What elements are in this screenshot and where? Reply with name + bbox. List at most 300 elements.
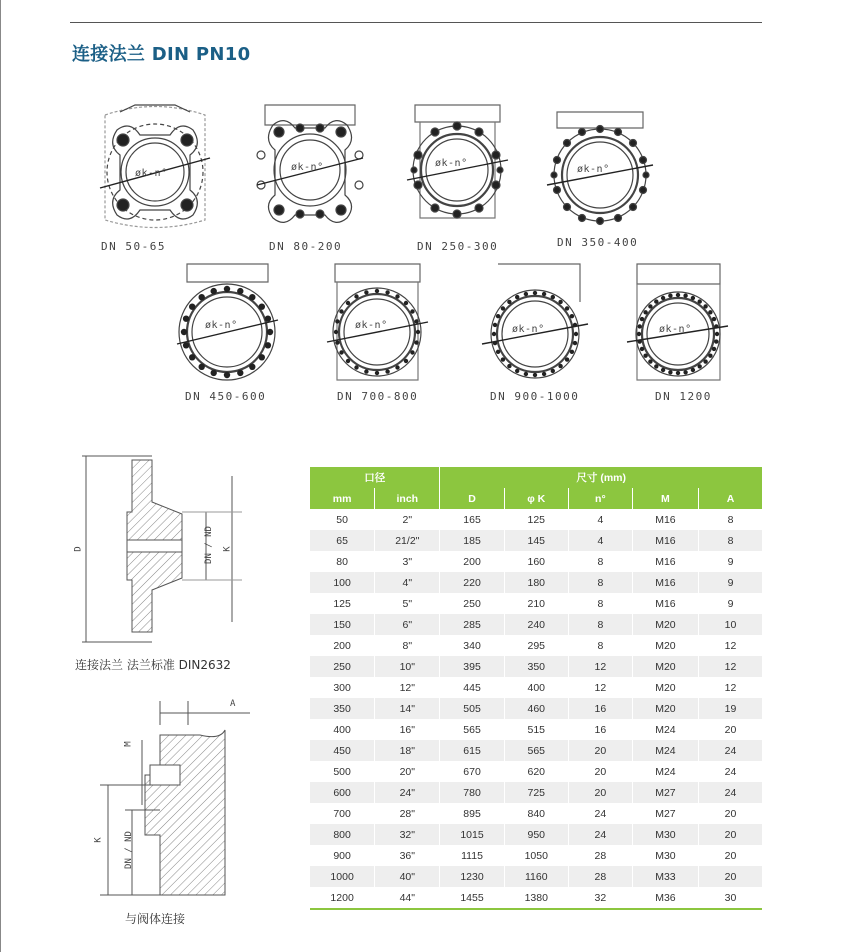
bolt-hole — [558, 364, 562, 368]
table-cell: 24 — [698, 740, 762, 761]
flange-caption: 连接法兰 法兰标准 DIN2632 — [75, 658, 231, 672]
table-cell: 9 — [698, 551, 762, 572]
table-cell: 400 — [310, 719, 375, 740]
pcd-mark: øk-n° — [659, 324, 692, 335]
bolt-hole — [638, 339, 642, 343]
bolt-hole — [339, 350, 343, 354]
flange-section-drawing — [72, 452, 247, 651]
table-cell: 20 — [698, 719, 762, 740]
table-cell: 44" — [375, 887, 440, 909]
table-cell: 12 — [698, 635, 762, 656]
bolt-hole — [265, 316, 271, 322]
valve-body-caption: 与阀体连接 — [125, 912, 186, 926]
table-cell: 20 — [568, 740, 632, 761]
bolt-hole — [211, 370, 217, 376]
bolt-hole — [189, 354, 195, 360]
table-cell: 20 — [698, 845, 762, 866]
bolt-hole — [640, 317, 644, 321]
table-cell: 185 — [440, 530, 504, 551]
bolt-hole — [683, 370, 687, 374]
bolt-hole — [183, 342, 189, 348]
bolt-hole — [237, 288, 243, 294]
flange-spec-table — [310, 467, 762, 910]
page-title: 连接法兰 DIN PN10 — [72, 44, 251, 65]
table-cell: 20 — [698, 824, 762, 845]
table-cell: 670 — [440, 761, 504, 782]
table-cell: 19 — [698, 698, 762, 719]
bolt-hole — [249, 294, 255, 300]
table-cell: 8 — [698, 530, 762, 551]
bolt-hole — [565, 306, 569, 310]
bolt-hole — [189, 304, 195, 310]
table-cell: 20 — [698, 803, 762, 824]
table-cell: 20 — [698, 866, 762, 887]
bolt-hole — [668, 294, 672, 298]
column-header: n° — [568, 488, 632, 509]
drawing-label: DN 700-800 — [337, 390, 419, 403]
bolt-hole — [224, 286, 230, 292]
drawing-label: DN 80-200 — [269, 240, 343, 253]
flange-drawing-dn700-800 — [325, 262, 430, 403]
table-row — [310, 698, 762, 719]
table-cell: 1455 — [440, 887, 504, 909]
table-cell: 12 — [698, 656, 762, 677]
bolt-hole — [638, 324, 642, 328]
table-cell: 1380 — [504, 887, 568, 909]
top-rule — [70, 22, 762, 23]
bolt-hole — [654, 299, 658, 303]
bolt-hole — [249, 364, 255, 370]
table-cell: 615 — [440, 740, 504, 761]
table-cell: 250 — [310, 656, 375, 677]
table-cell: 1115 — [440, 845, 504, 866]
bolt-hole — [668, 370, 672, 374]
bolt-hole — [640, 347, 644, 351]
table-cell: 505 — [440, 698, 504, 719]
table-cell: 12" — [375, 677, 440, 698]
table-cell: M16 — [632, 593, 698, 614]
drawing-label: DN 350-400 — [557, 236, 639, 249]
table-cell: 12 — [568, 656, 632, 677]
bolt-hole — [570, 350, 574, 354]
table-cell: 145 — [504, 530, 568, 551]
bolt-hole — [404, 359, 408, 363]
pcd-mark: øk-n° — [291, 162, 324, 173]
table-cell: 24 — [568, 803, 632, 824]
column-header: inch — [375, 488, 440, 509]
bolt-hole — [211, 288, 217, 294]
table-cell: M16 — [632, 509, 698, 530]
dimension-a-mark: A — [230, 699, 236, 709]
bolt-hole — [375, 289, 379, 293]
dimension-k-mark: K — [222, 546, 233, 552]
bolt-hole — [267, 329, 273, 335]
bolt-hole — [542, 292, 546, 296]
table-cell: 2" — [375, 509, 440, 530]
pcd-mark: øk-n° — [435, 158, 468, 169]
bolt-hole — [515, 369, 519, 373]
table-cell: 165 — [440, 509, 504, 530]
table-cell: 14" — [375, 698, 440, 719]
drawing-label: DN 250-300 — [417, 240, 499, 253]
table-row — [310, 887, 762, 909]
bolt-hole — [715, 332, 719, 336]
table-cell: 3" — [375, 551, 440, 572]
table-cell: 400 — [504, 677, 568, 698]
table-row — [310, 782, 762, 803]
table-cell: 350 — [504, 656, 568, 677]
table-cell: 16 — [568, 719, 632, 740]
table-cell: 1050 — [504, 845, 568, 866]
bolt-hole — [181, 329, 187, 335]
bolt-hole — [573, 323, 577, 327]
table-cell: 950 — [504, 824, 568, 845]
table-cell: 300 — [310, 677, 375, 698]
table-cell: 250 — [440, 593, 504, 614]
bolt-hole — [515, 295, 519, 299]
bolt-hole — [661, 368, 665, 372]
pcd-mark: øk-n° — [577, 164, 610, 175]
table-cell: 200 — [440, 551, 504, 572]
table-cell: 32" — [375, 824, 440, 845]
table-cell: 8 — [568, 551, 632, 572]
table-cell: 10 — [698, 614, 762, 635]
table-cell: 620 — [504, 761, 568, 782]
pcd-mark: øk-n° — [205, 320, 238, 331]
bolt-hole — [410, 350, 414, 354]
bolt-hole — [507, 364, 511, 368]
table-cell: 565 — [440, 719, 504, 740]
bolt-hole — [354, 365, 358, 369]
table-cell: 18" — [375, 740, 440, 761]
bolt-hole — [558, 300, 562, 304]
dimension-d-mark: D — [73, 546, 84, 552]
dimension-dn-mark: DN / ND — [203, 526, 214, 564]
table-row — [310, 761, 762, 782]
table-row — [310, 803, 762, 824]
table-cell: 8 — [568, 572, 632, 593]
table-cell: 150 — [310, 614, 375, 635]
table-cell: 200 — [310, 635, 375, 656]
table-row — [310, 614, 762, 635]
table-cell: M30 — [632, 824, 698, 845]
drawing-label: DN 450-600 — [185, 390, 267, 403]
valve-body-connection-drawing — [90, 695, 260, 909]
header-dimensions: 尺寸 (mm) — [440, 467, 762, 488]
bolt-hole — [364, 290, 368, 294]
table-cell: 285 — [440, 614, 504, 635]
table-row — [310, 656, 762, 677]
table-row — [310, 572, 762, 593]
bolt-hole — [237, 370, 243, 376]
bolt-hole — [375, 371, 379, 375]
bolt-hole — [493, 341, 497, 345]
bolt-hole — [183, 316, 189, 322]
bolt-hole — [691, 368, 695, 372]
bolt-hole — [493, 323, 497, 327]
column-header: mm — [310, 488, 375, 509]
table-row — [310, 866, 762, 887]
table-cell: M16 — [632, 530, 698, 551]
table-cell: 40" — [375, 866, 440, 887]
bolt-hole — [385, 369, 389, 373]
dimension-k-mark: K — [93, 837, 104, 843]
bolt-hole — [414, 319, 418, 323]
bolt-hole — [648, 359, 652, 363]
table-cell: 460 — [504, 698, 568, 719]
table-row — [310, 509, 762, 530]
column-header: φ K — [504, 488, 568, 509]
table-cell: 100 — [310, 572, 375, 593]
flange-drawing-dn250-300 — [405, 100, 510, 253]
bolt-hole — [573, 341, 577, 345]
table-cell: 8 — [568, 593, 632, 614]
bolt-hole — [346, 359, 350, 363]
table-row — [310, 824, 762, 845]
flange-drawing-dn450-600 — [175, 262, 280, 403]
table-cell: 24 — [698, 782, 762, 803]
bolt-hole — [643, 310, 647, 314]
table-cell: 36" — [375, 845, 440, 866]
table-row — [310, 635, 762, 656]
drawing-label: DN 900-1000 — [490, 390, 580, 403]
table-cell: 5" — [375, 593, 440, 614]
table-cell: M20 — [632, 698, 698, 719]
bolt-hole — [404, 301, 408, 305]
bolt-hole — [637, 332, 641, 336]
table-cell: 295 — [504, 635, 568, 656]
table-cell: 125 — [504, 509, 568, 530]
table-cell: M24 — [632, 740, 698, 761]
bolt-hole — [334, 330, 338, 334]
table-cell: 8" — [375, 635, 440, 656]
table-cell: 4 — [568, 509, 632, 530]
flange-drawing-dn350-400 — [545, 110, 655, 249]
table-cell: 895 — [440, 803, 504, 824]
table-cell: 80 — [310, 551, 375, 572]
table-cell: 800 — [310, 824, 375, 845]
table-cell: 12 — [698, 677, 762, 698]
bolt-hole — [676, 293, 680, 297]
bolt-hole — [501, 306, 505, 310]
bolt-hole — [708, 354, 712, 358]
table-cell: M30 — [632, 845, 698, 866]
table-cell: 24" — [375, 782, 440, 803]
bolt-hole — [703, 359, 707, 363]
bolt-hole — [712, 347, 716, 351]
bolt-hole — [395, 365, 399, 369]
table-cell: M36 — [632, 887, 698, 909]
table-cell: 1230 — [440, 866, 504, 887]
table-cell: 6" — [375, 614, 440, 635]
table-row — [310, 551, 762, 572]
pcd-mark: øk-n° — [355, 320, 388, 331]
bolt-hole — [714, 339, 718, 343]
table-cell: 20" — [375, 761, 440, 782]
bolt-hole — [364, 369, 368, 373]
bolt-hole — [703, 304, 707, 308]
table-cell: M20 — [632, 656, 698, 677]
bolt-hole — [661, 296, 665, 300]
bolt-hole — [410, 309, 414, 313]
table-row — [310, 593, 762, 614]
table-cell: 16" — [375, 719, 440, 740]
table-row — [310, 719, 762, 740]
table-cell: 28 — [568, 866, 632, 887]
table-cell: 9 — [698, 572, 762, 593]
table-row — [310, 845, 762, 866]
bolt-hole — [199, 364, 205, 370]
bolt-hole — [354, 294, 358, 298]
bolt-hole — [691, 296, 695, 300]
table-cell: M33 — [632, 866, 698, 887]
table-cell: 20 — [568, 782, 632, 803]
bolt-hole — [224, 372, 230, 378]
bolt-hole — [199, 294, 205, 300]
drawing-label: DN 1200 — [655, 390, 712, 403]
drawing-label: DN 50-65 — [101, 240, 166, 253]
bolt-hole — [698, 299, 702, 303]
table-cell: 24 — [568, 824, 632, 845]
table-cell: 16 — [568, 698, 632, 719]
bolt-hole — [648, 304, 652, 308]
bolt-hole — [712, 317, 716, 321]
table-cell: 180 — [504, 572, 568, 593]
table-cell: 125 — [310, 593, 375, 614]
table-cell: M16 — [632, 551, 698, 572]
table-cell: M24 — [632, 719, 698, 740]
table-cell: 840 — [504, 803, 568, 824]
table-cell: 160 — [504, 551, 568, 572]
bolt-hole — [339, 309, 343, 313]
bolt-hole — [570, 314, 574, 318]
bolt-hole — [533, 373, 537, 377]
table-cell: 8 — [698, 509, 762, 530]
table-cell: 515 — [504, 719, 568, 740]
bolt-hole — [565, 357, 569, 361]
column-header: D — [440, 488, 504, 509]
bolt-hole — [501, 357, 505, 361]
table-cell: 445 — [440, 677, 504, 698]
bolt-hole — [551, 369, 555, 373]
table-cell: 500 — [310, 761, 375, 782]
table-cell: 20 — [568, 761, 632, 782]
bolt-hole — [708, 310, 712, 314]
table-cell: 340 — [440, 635, 504, 656]
bolt-hole — [265, 342, 271, 348]
bolt-hole — [643, 354, 647, 358]
column-header: M — [632, 488, 698, 509]
table-cell: 900 — [310, 845, 375, 866]
dimension-m-mark: M — [123, 741, 134, 747]
table-cell: 220 — [440, 572, 504, 593]
flange-drawing-dn1200 — [625, 262, 730, 403]
bolt-hole — [524, 292, 528, 296]
table-cell: 1160 — [504, 866, 568, 887]
table-cell: 240 — [504, 614, 568, 635]
dimension-dn-mark: DN / ND — [123, 831, 134, 869]
table-cell: M20 — [632, 635, 698, 656]
table-cell: 50 — [310, 509, 375, 530]
table-cell: 725 — [504, 782, 568, 803]
table-cell: 10" — [375, 656, 440, 677]
table-cell: M27 — [632, 803, 698, 824]
bolt-hole — [654, 364, 658, 368]
bolt-hole — [335, 319, 339, 323]
table-cell: 8 — [568, 614, 632, 635]
table-cell: 4 — [568, 530, 632, 551]
bolt-hole — [395, 294, 399, 298]
table-cell: 21/2" — [375, 530, 440, 551]
flange-drawing-dn900-1000 — [480, 262, 590, 403]
table-cell: 1000 — [310, 866, 375, 887]
pcd-mark: øk-n° — [135, 168, 168, 179]
table-cell: M27 — [632, 782, 698, 803]
bolt-hole — [507, 300, 511, 304]
table-cell: 4" — [375, 572, 440, 593]
bolt-hole — [714, 324, 718, 328]
table-cell: 600 — [310, 782, 375, 803]
header-bore: 口径 — [310, 467, 440, 488]
table-cell: 700 — [310, 803, 375, 824]
table-cell: 565 — [504, 740, 568, 761]
table-cell: 1015 — [440, 824, 504, 845]
table-cell: 28" — [375, 803, 440, 824]
table-cell: M20 — [632, 677, 698, 698]
table-cell: 1200 — [310, 887, 375, 909]
bolt-hole — [551, 295, 555, 299]
bolt-hole — [346, 301, 350, 305]
left-border — [0, 0, 1, 952]
bolt-hole — [414, 340, 418, 344]
bolt-hole — [385, 290, 389, 294]
table-cell: 395 — [440, 656, 504, 677]
table-cell: 210 — [504, 593, 568, 614]
bolt-hole — [676, 371, 680, 375]
table-cell: 8 — [568, 635, 632, 656]
bolt-hole — [683, 294, 687, 298]
table-cell: 350 — [310, 698, 375, 719]
bolt-hole — [492, 332, 496, 336]
bolt-hole — [542, 372, 546, 376]
table-row — [310, 677, 762, 698]
bolt-hole — [524, 372, 528, 376]
table-row — [310, 740, 762, 761]
bolt-hole — [259, 304, 265, 310]
table-cell: 9 — [698, 593, 762, 614]
table-cell: 24 — [698, 761, 762, 782]
bolt-hole — [416, 330, 420, 334]
table-cell: 450 — [310, 740, 375, 761]
flange-drawing-dn50-65 — [95, 100, 215, 253]
table-cell: 32 — [568, 887, 632, 909]
table-cell: 12 — [568, 677, 632, 698]
bolt-hole — [533, 291, 537, 295]
table-cell: 65 — [310, 530, 375, 551]
bolt-hole — [496, 314, 500, 318]
bolt-hole — [574, 332, 578, 336]
table-cell: 28 — [568, 845, 632, 866]
table-cell: M20 — [632, 614, 698, 635]
bolt-hole — [259, 354, 265, 360]
pcd-mark: øk-n° — [512, 324, 545, 335]
table-cell: M16 — [632, 572, 698, 593]
flange-drawing-dn80-200 — [255, 100, 365, 253]
bolt-hole — [335, 340, 339, 344]
bolt-hole — [496, 350, 500, 354]
table-cell: 780 — [440, 782, 504, 803]
column-header: A — [698, 488, 762, 509]
